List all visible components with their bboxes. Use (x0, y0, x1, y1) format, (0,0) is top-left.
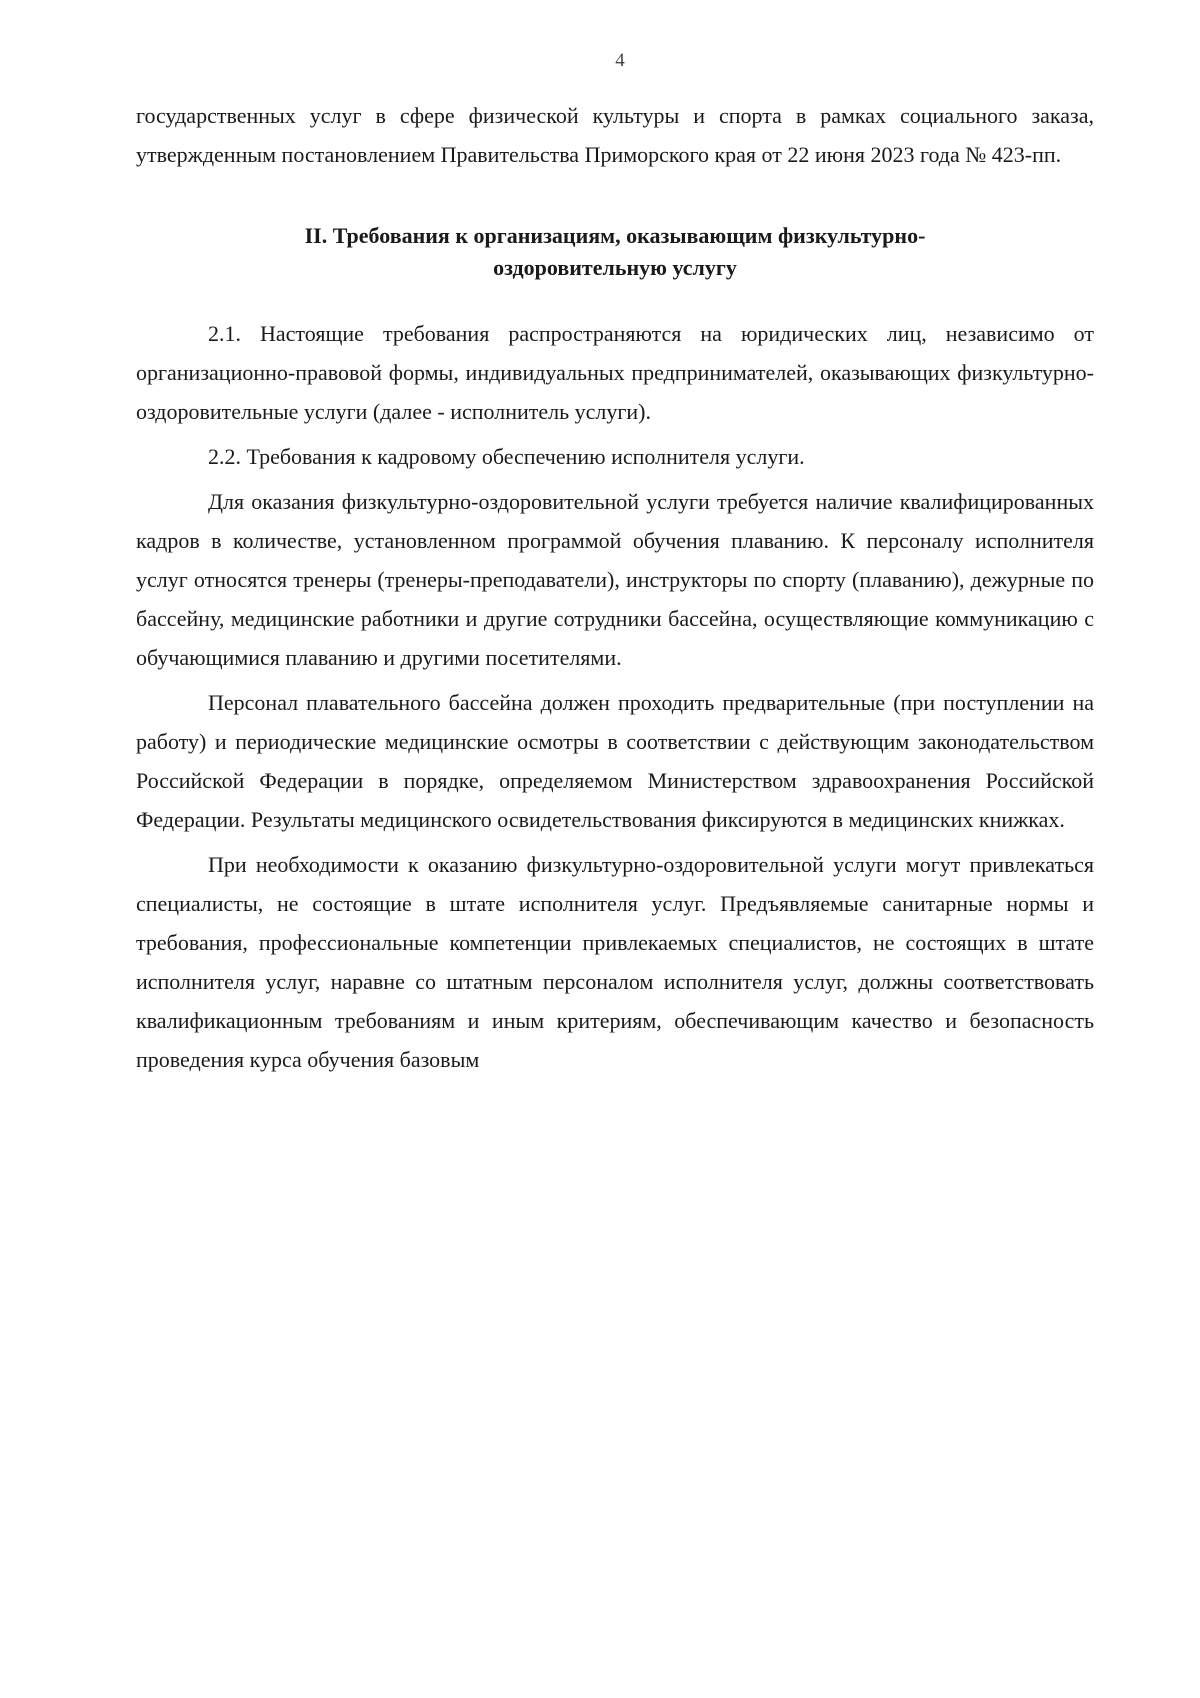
section-heading-line-2: оздоровительную услугу (493, 255, 737, 280)
paragraph-external-specialists: При необходимости к оказанию физкультурно-оздоровительной услуги могут привлекаться специалисты, не состоящие в штате исполнителя услуг. Предъявляемые санитарные нормы и требования, профессиональные компетенции привлекаемых специалистов, не состоящих в штате исполнителя услуг, наравне со штатным персоналом исполнителя услуг, должны соответствовать квалификационным требованиям и иным критериям, обеспечивающим качество и безопасность проведения курса обучения базовым (136, 852, 1094, 1072)
paragraph-2-2: 2.2. Требования к кадровому обеспечению исполнителя услуги. (208, 444, 805, 469)
intro-paragraph: государственных услуг в сфере физической культуры и спорта в рамках социального заказа, утвержденным постановлением Правительства Приморского края от 22 июня 2023 года № 423-пп. (136, 103, 1094, 167)
section-heading-line-1: II. Требования к организациям, оказывающим физкультурно- (304, 223, 926, 248)
paragraph-medical-exams: Персонал плавательного бассейна должен проходить предварительные (при поступлении на работу) и периодические медицинские осмотры в соответствии с действующим законодательством Российской Федерации в порядке, определяемом Министерством здравоохранения Российской Федерации. Результаты медицинского освидетельствования фиксируются в медицинских книжках. (136, 690, 1094, 832)
paragraph-2-1: 2.1. Настоящие требования распространяются на юридических лиц, независимо от организационно-правовой формы, индивидуальных предпринимателей, оказывающих физкультурно-оздоровительные услуги (далее - исполнитель услуги). (136, 321, 1094, 424)
page-number: 4 (615, 50, 625, 71)
section-heading (136, 220, 1094, 284)
paragraph-staffing: Для оказания физкультурно-оздоровительной услуги требуется наличие квалифицированных кадров в количестве, установленном программой обучения плаванию. К персоналу исполнителя услуг относятся тренеры (тренеры-преподаватели), инструкторы по спорту (плаванию), дежурные по бассейну, медицинские работники и другие сотрудники бассейна, осуществляющие коммуникацию с обучающимися плаванию и другими посетителями. (136, 489, 1094, 670)
document-body (136, 96, 1094, 1079)
